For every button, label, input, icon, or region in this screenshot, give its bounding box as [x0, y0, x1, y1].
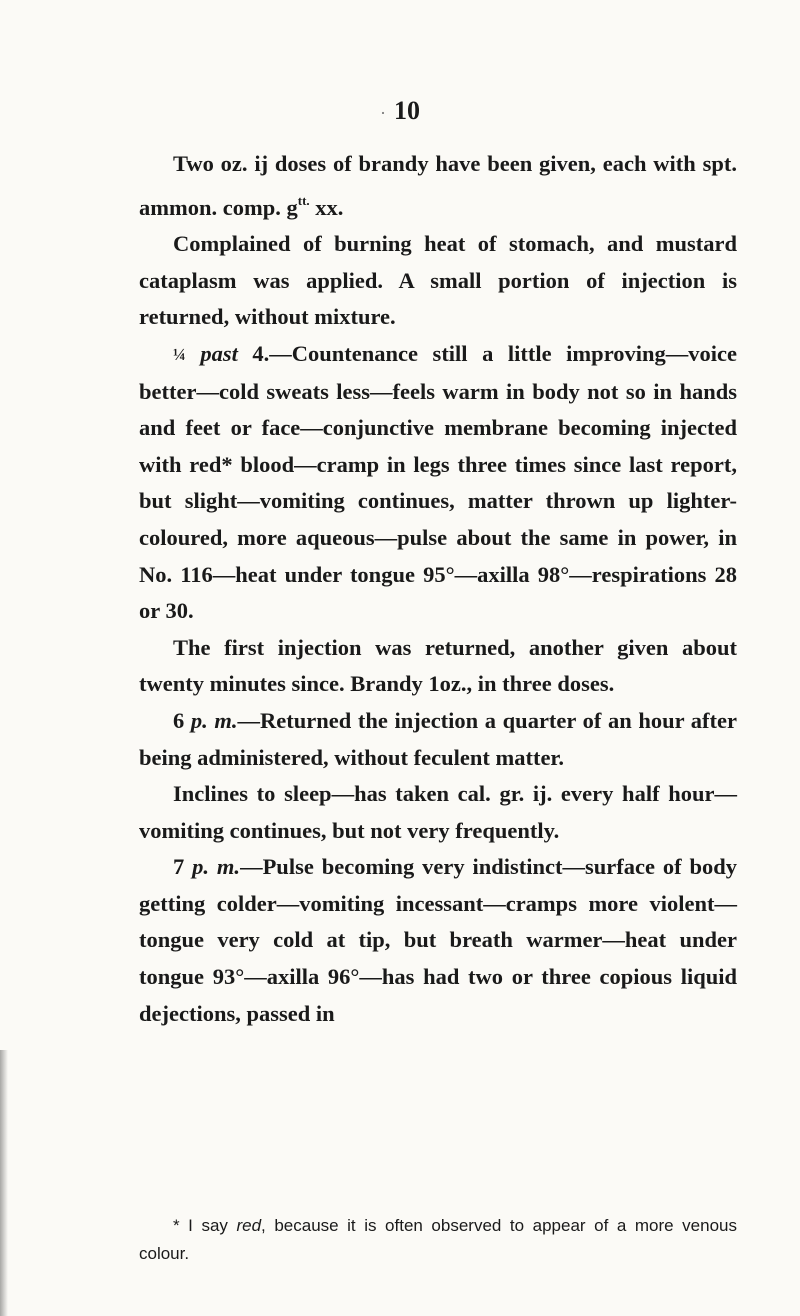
page-mark: ·	[380, 103, 386, 123]
paragraph-text: —Pulse becoming very indistinct—surface of body getting colder—vomiting incessant—cramps more violent—tongue very cold at tip, but breath warmer—heat under tongue 93°—axilla 96°—has had two or three copious liquid dejections, passed in	[139, 854, 738, 1026]
paragraph-6: Inclines to sleep—has taken cal. gr. ij. every half hour—vomiting continues, but not very frequently.	[139, 781, 737, 843]
italic-text: p. m.	[192, 854, 241, 880]
italic-text: p. m.	[190, 707, 238, 733]
paragraph-4: The first injection was returned, another given about twenty minutes since. Brandy 1oz., in three doses.	[139, 634, 737, 697]
paragraph-3	[139, 336, 737, 630]
page-number	[0, 96, 800, 126]
page-edge-shadow	[0, 1050, 8, 1316]
body-text	[139, 146, 737, 1032]
paragraph-text: —Returned the injection a quarter of an hour after being administered, without feculent matter.	[139, 707, 738, 770]
paragraph-5	[139, 703, 737, 776]
fraction: ¼	[173, 344, 186, 364]
paragraph-2: Complained of burning heat of stomach, and mustard cataplasm was applied. A small portion of injection is returned, without mixture.	[139, 231, 737, 330]
time-lead: 6	[173, 707, 191, 733]
footnote-italic: red	[236, 1216, 262, 1235]
footnote	[139, 1212, 737, 1268]
italic-text: past	[200, 340, 238, 366]
footnote-text: * I say	[173, 1216, 237, 1235]
paragraph-text: xx.	[309, 194, 344, 220]
paragraph-text: 4.—Countenance still a little improving—voice better—cold sweats less—feels warm in body not so in hands and feet or face—conjunctive membrane becoming injected with red* blood—cramp in legs three times since last report, but slight—vomiting continues, matter thrown up lighter-coloured, more aqueous—pulse about the same in power, in No. 116—heat under tongue 95°—axilla 98°—respirations 28 or 30.	[139, 340, 738, 624]
paragraph-text: Two oz. ij doses of brandy have been given, each with spt. ammon. comp. g	[139, 151, 737, 220]
superscript: tt.	[297, 192, 310, 208]
footnote-text: , because it is often observed to appear of a more venous colour.	[139, 1216, 737, 1263]
page-number-value: 10	[394, 96, 420, 125]
paragraph-7	[139, 849, 737, 1032]
time-lead: 7	[173, 854, 193, 880]
paragraph-1	[139, 146, 737, 226]
